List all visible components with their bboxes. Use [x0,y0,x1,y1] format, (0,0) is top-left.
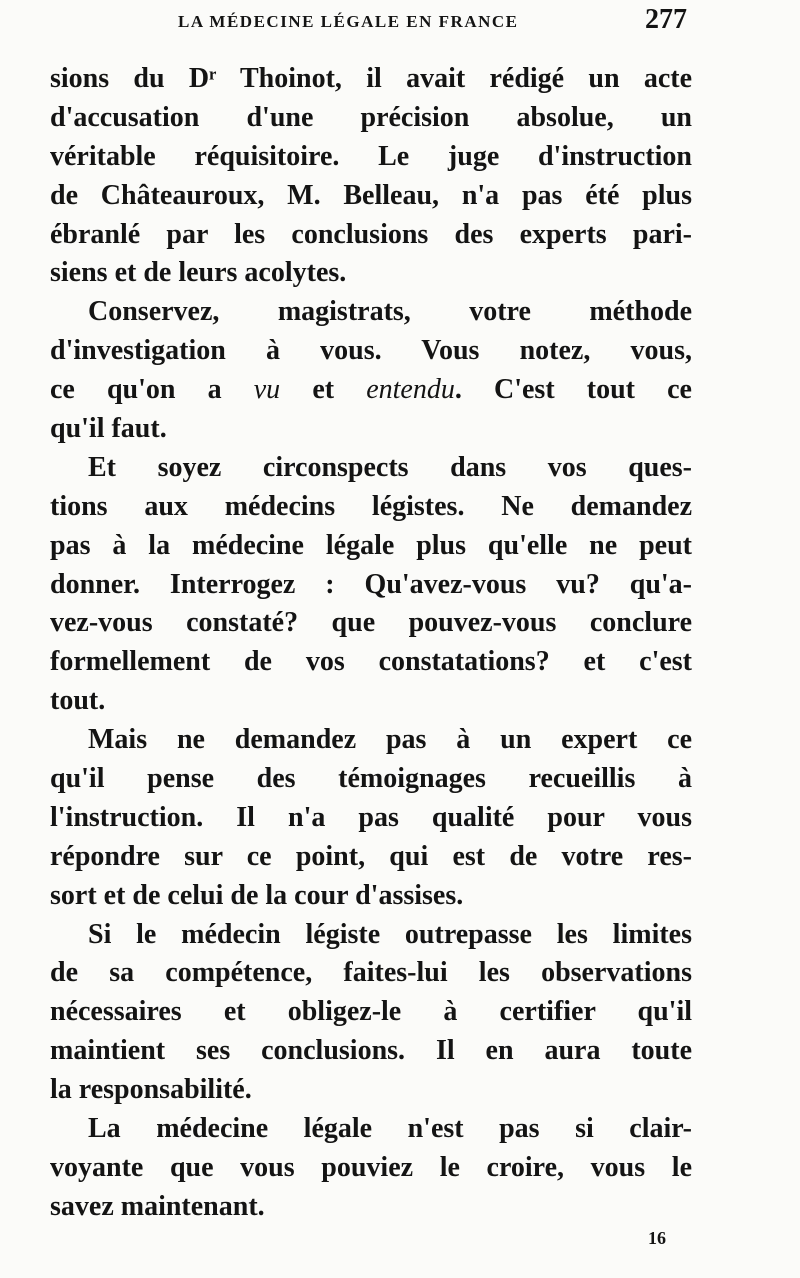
text-line: d'investigation à vous. Vous notez, vous, [50,335,692,367]
text-line: donner. Interrogez : Qu'avez-vous vu? qu'a- [50,568,692,600]
text-line: l'instruction. Il n'a pas qualité pour vous [50,801,692,833]
paragraph [50,60,692,293]
text-line: formellement de vos constatations? et c'est [50,646,692,678]
text-line: véritable réquisitoire. Le juge d'instruction [50,140,692,172]
text-line: sort et de celui de la cour d'assises. [50,879,464,911]
text-line: qu'il faut. [50,413,167,445]
text-line: la responsabilité. [50,1074,252,1106]
text-line: ce qu'on a vu et entendu. C'est tout ce [50,374,692,406]
text-line: tions aux médecins légistes. Ne demandez [50,490,692,522]
text-line: pas à la médecine légale plus qu'elle ne peut [50,529,692,561]
text-line: voyante que vous pouviez le croire, vous le [50,1151,692,1183]
emphasis-word: vu [253,374,281,406]
text-line: d'accusation d'une précision absolue, un [50,101,692,133]
text-line: Et soyez circonspects dans vos ques- [88,451,692,483]
text-line: tout. [50,685,106,717]
text-line: Si le médecin légiste outrepasse les limites [88,918,692,950]
text-line: répondre sur ce point, qui est de votre res- [50,840,692,872]
text-line: savez maintenant. [50,1190,265,1222]
running-title: LA MÉDECINE LÉGALE EN FRANCE [178,12,519,31]
paragraph [50,721,692,915]
emphasis-word: entendu [366,374,455,406]
paragraph [50,449,692,721]
text-line: vez-vous constaté? que pouvez-vous conclure [50,607,692,639]
text-line: ébranlé par les conclusions des experts pari- [50,218,692,250]
paragraph [50,916,692,1110]
text-line: maintient ses conclusions. Il en aura toute [50,1035,692,1067]
text-line: sions du Dʳ Thoinot, il avait rédigé un acte [50,63,692,94]
text-line: siens et de leurs acolytes. [50,257,347,289]
text-line: de sa compétence, faites-lui les observations [50,957,692,989]
page-number: 277 [645,4,687,35]
paragraph [50,293,692,449]
text-line: qu'il pense des témoignages recueillis à [50,763,692,795]
paragraph [50,1110,692,1227]
text-line: La médecine légale n'est pas si clair- [88,1113,692,1145]
running-head [0,4,800,36]
text-line: Conservez, magistrats, votre méthode [88,296,692,328]
signature-mark: 16 [648,1228,666,1248]
text-line: de Châteauroux, M. Belleau, n'a pas été plus [50,179,692,211]
body-text [50,60,692,1227]
text-line: nécessaires et obligez-le à certifier qu'il [50,996,692,1028]
text-line: Mais ne demandez pas à un expert ce [88,724,692,756]
